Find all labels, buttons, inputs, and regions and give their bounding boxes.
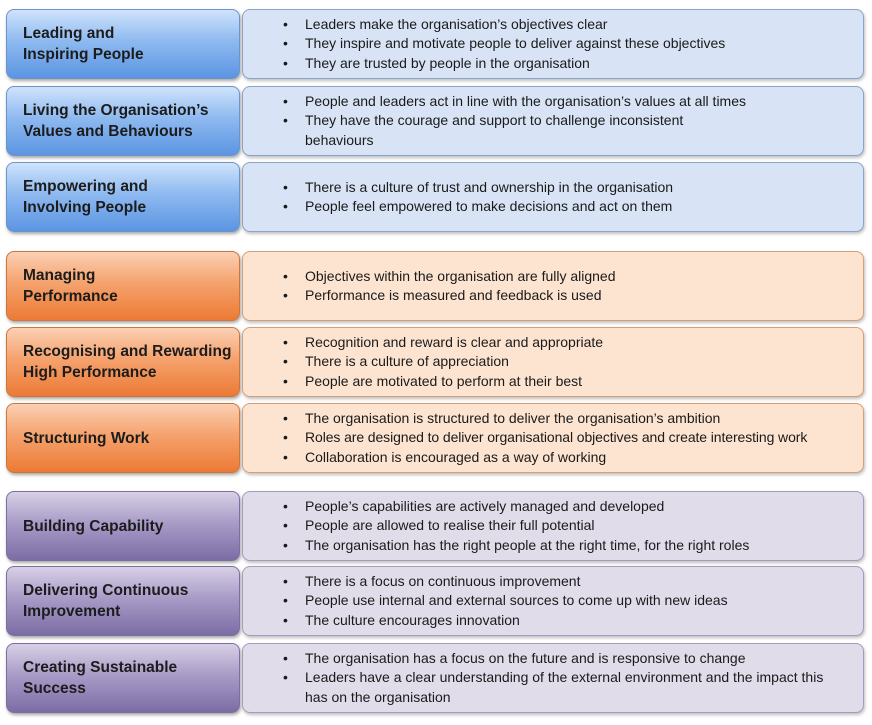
bullet-item: • Performance is measured and feedback is used: [305, 286, 863, 306]
row-sustainable-success: [6, 643, 866, 713]
row-continuous-improvement: [6, 566, 866, 636]
row-bullet-panel: [242, 403, 864, 473]
bullet-item: • People and leaders act in line with the organisation’s values at all times: [305, 92, 713, 112]
row-recognising-rewarding: [6, 327, 866, 397]
bullet-item: • They are trusted by people in the organisation: [305, 54, 863, 74]
row-building-capability: [6, 491, 866, 561]
bullet-item: • Leaders have a clear understanding of the external environment and the impact this has on the organisation: [305, 668, 843, 707]
row-bullet-panel: [242, 251, 864, 321]
row-label: Leading and Inspiring People: [6, 9, 240, 79]
row-bullet-panel: [242, 162, 864, 232]
row-bullet-panel: [242, 9, 864, 79]
bullet-item: • The organisation has a focus on the future and is responsive to change: [305, 649, 843, 669]
row-bullet-panel: [242, 491, 864, 561]
row-bullet-panel: [242, 86, 864, 156]
row-managing-performance: [6, 251, 866, 321]
bullet-item: • The organisation is structured to deliver the organisation’s ambition: [305, 409, 863, 429]
bullet-item: • Collaboration is encouraged as a way of working: [305, 448, 863, 468]
bullet-item: • People are motivated to perform at their best: [305, 372, 863, 392]
row-living-values: [6, 86, 866, 156]
row-empowering-involving: [6, 162, 866, 232]
bullet-item: • Leaders make the organisation’s objectives clear: [305, 15, 863, 35]
row-label: Recognising and Rewarding High Performance: [6, 327, 240, 397]
bullet-item: • Recognition and reward is clear and appropriate: [305, 333, 863, 353]
bullet-item: • Roles are designed to deliver organisational objectives and create interesting work: [305, 428, 863, 448]
bullet-item: • They have the courage and support to challenge inconsistent behaviours: [305, 111, 713, 150]
row-structuring-work: [6, 403, 866, 473]
row-leading-inspiring: [6, 9, 866, 79]
bullet-item: • Objectives within the organisation are fully aligned: [305, 267, 863, 287]
row-bullet-panel: [242, 643, 864, 713]
row-label: Managing Performance: [6, 251, 240, 321]
row-label: Delivering Continuous Improvement: [6, 566, 240, 636]
bullet-item: • There is a focus on continuous improvement: [305, 572, 863, 592]
bullet-item: • The organisation has the right people at the right time, for the right roles: [305, 536, 863, 556]
row-label: Building Capability: [6, 491, 240, 561]
bullet-item: • People feel empowered to make decisions and act on them: [305, 197, 863, 217]
bullet-item: • There is a culture of trust and ownership in the organisation: [305, 178, 863, 198]
row-label: Structuring Work: [6, 403, 240, 473]
row-label: Empowering and Involving People: [6, 162, 240, 232]
bullet-item: • The culture encourages innovation: [305, 611, 863, 631]
row-label: Creating Sustainable Success: [6, 643, 240, 713]
bullet-item: • There is a culture of appreciation: [305, 352, 863, 372]
row-bullet-panel: [242, 566, 864, 636]
row-label: Living the Organisation’s Values and Behaviours: [6, 86, 240, 156]
bullet-item: • They inspire and motivate people to deliver against these objectives: [305, 34, 863, 54]
row-bullet-panel: [242, 327, 864, 397]
bullet-item: • People’s capabilities are actively managed and developed: [305, 497, 863, 517]
bullet-item: • People are allowed to realise their full potential: [305, 516, 863, 536]
bullet-item: • People use internal and external sources to come up with new ideas: [305, 591, 863, 611]
